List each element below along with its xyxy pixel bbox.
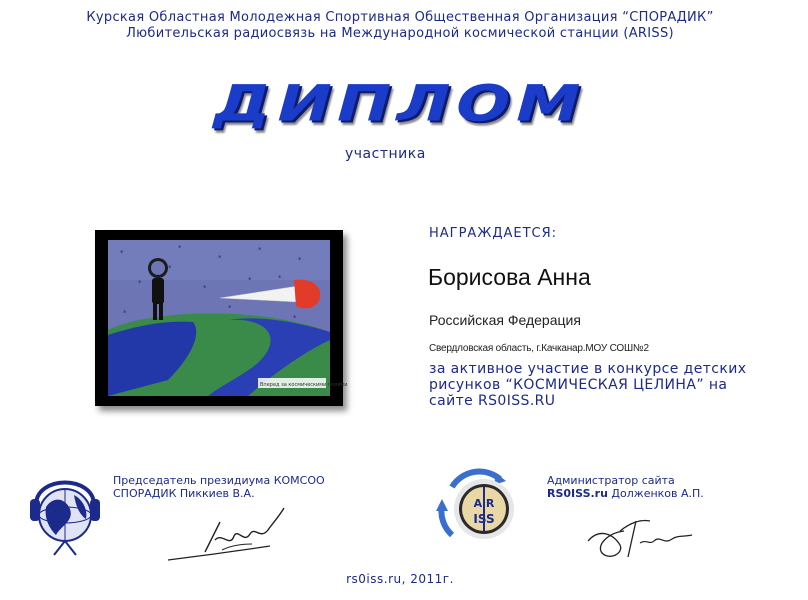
right-signature-image [580,505,700,565]
recipient-name: Борисова Анна [428,264,591,290]
svg-text:*: * [293,314,297,322]
svg-text:*: * [248,276,252,284]
svg-text:*: * [178,244,182,252]
svg-text:*: * [138,279,142,287]
right-signatory-line1: Администратор сайта [547,474,675,487]
header-ariss: Любительская радиосвязь на Международной космической станции (ARISS) [126,26,674,41]
child-drawing [108,240,348,396]
ariss-logo-text-bottom: ISS [473,512,495,526]
footer-site-year: rs0iss.ru, 2011г. [346,572,454,586]
svg-text:*: * [123,309,127,317]
awarded-label: НАГРАЖДАЕТСЯ: [429,226,558,241]
recipient-country: Российская Федерация [429,312,581,328]
ariss-logo-text-top: A R [473,497,495,510]
award-reason: за активное участие в конкурсе детских рисунков “КОСМИЧЕСКАЯ ЦЕЛИНА” на сайте RS0ISS.RU [429,361,747,409]
svg-text:*: * [120,249,124,257]
svg-text:*: * [298,256,302,264]
svg-text:*: * [258,246,262,254]
svg-text:*: * [168,264,172,272]
header-organization: Курская Областная Молодежная Спортивная Общественная Организация “СПОРАДИК” [86,10,714,25]
svg-text:*: * [228,304,232,312]
diploma-subtitle: участника [345,146,426,162]
left-signatory-line2: СПОРАДИК Пиккиев В.А. [113,487,255,500]
right-signatory-line2: RS0ISS.ru Долженков А.П. [547,487,704,500]
left-signatory-title [113,474,325,500]
drawing-illustration [108,240,348,396]
diploma-title: ДИПЛОМ [206,75,594,133]
right-signatory-title [547,474,704,500]
svg-text:*: * [203,284,207,292]
svg-text:*: * [278,274,282,282]
svg-text:*: * [218,254,222,262]
recipient-school: Свердловская область, г.Качканар.МОУ СОШ№2 [429,343,649,354]
drawing-caption: Вперед за космическими полями [260,382,348,388]
sporadik-globe-logo [26,465,104,557]
ariss-logo [432,465,522,547]
left-signature-image [160,500,310,570]
left-signatory-line1: Председатель президиума КОМСОО [113,474,325,487]
